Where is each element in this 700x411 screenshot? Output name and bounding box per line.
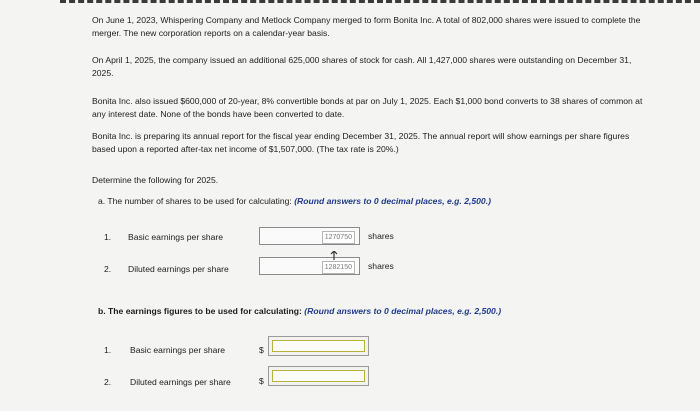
problem-paragraph-2: On April 1, 2025, the company issued an additional 625,000 shares of stock for cash. All 1,427,000 shares were outstanding on December 31, 2025. bbox=[92, 55, 632, 78]
row-label: Diluted earnings per share bbox=[128, 264, 229, 274]
currency-symbol: $ bbox=[259, 376, 264, 386]
problem-paragraph-5: Determine the following for 2025. bbox=[92, 175, 219, 185]
part-a-instruction: (Round answers to 0 decimal places, e.g. 2,500.) bbox=[294, 196, 491, 206]
input-value: 1282150 bbox=[322, 261, 355, 274]
part-a-question-text: a. The number of shares to be used for calculating: bbox=[98, 196, 292, 206]
row-number: 1. bbox=[104, 232, 112, 242]
input-field[interactable] bbox=[272, 340, 365, 352]
row-label: Basic earnings per share bbox=[130, 345, 226, 355]
basic-eps-earnings-input[interactable] bbox=[268, 336, 369, 356]
currency-symbol: $ bbox=[259, 345, 264, 355]
input-value: 1270750 bbox=[322, 231, 355, 244]
input-field[interactable] bbox=[272, 370, 365, 382]
part-b-question bbox=[98, 306, 501, 316]
diluted-eps-earnings-input[interactable] bbox=[268, 366, 369, 386]
problem-paragraph-3: Bonita Inc. also issued $600,000 of 20-year, 8% convertible bonds at par on July 1, 2025. Each $1,000 bond converts to 38 shares of common at any interest date. None of the bonds have been converted to date. bbox=[92, 96, 643, 119]
mouse-cursor-icon bbox=[330, 251, 338, 263]
row-number: 1. bbox=[104, 345, 112, 355]
problem-paragraph-4: Bonita Inc. is preparing its annual report for the fiscal year ending December 31, 2025. The annual report will show earnings per share figures based upon a reported after-tax net income of $1,507,000. (The tax rate is 20%.) bbox=[92, 131, 630, 154]
part-b-question-text: b. The earnings figures to be used for calculating: bbox=[98, 306, 302, 316]
top-dashed-border bbox=[60, 0, 700, 3]
row-label: Basic earnings per share bbox=[128, 232, 224, 242]
row-number: 2. bbox=[104, 377, 112, 387]
part-a-question bbox=[98, 196, 491, 206]
row-label: Diluted earnings per share bbox=[130, 377, 231, 387]
problem-paragraph-1: On June 1, 2023, Whispering Company and Metlock Company merged to form Bonita Inc. A total of 802,000 shares were issued to complete the merger. The new corporation reports on a calendar-year basis. bbox=[92, 15, 641, 38]
diluted-eps-shares-input[interactable] bbox=[259, 257, 360, 275]
basic-eps-shares-input[interactable] bbox=[259, 227, 360, 245]
part-b-instruction: (Round answers to 0 decimal places, e.g. 2,500.) bbox=[304, 306, 502, 316]
unit-label: shares bbox=[368, 261, 394, 271]
unit-label: shares bbox=[368, 231, 394, 241]
row-number: 2. bbox=[104, 264, 112, 274]
